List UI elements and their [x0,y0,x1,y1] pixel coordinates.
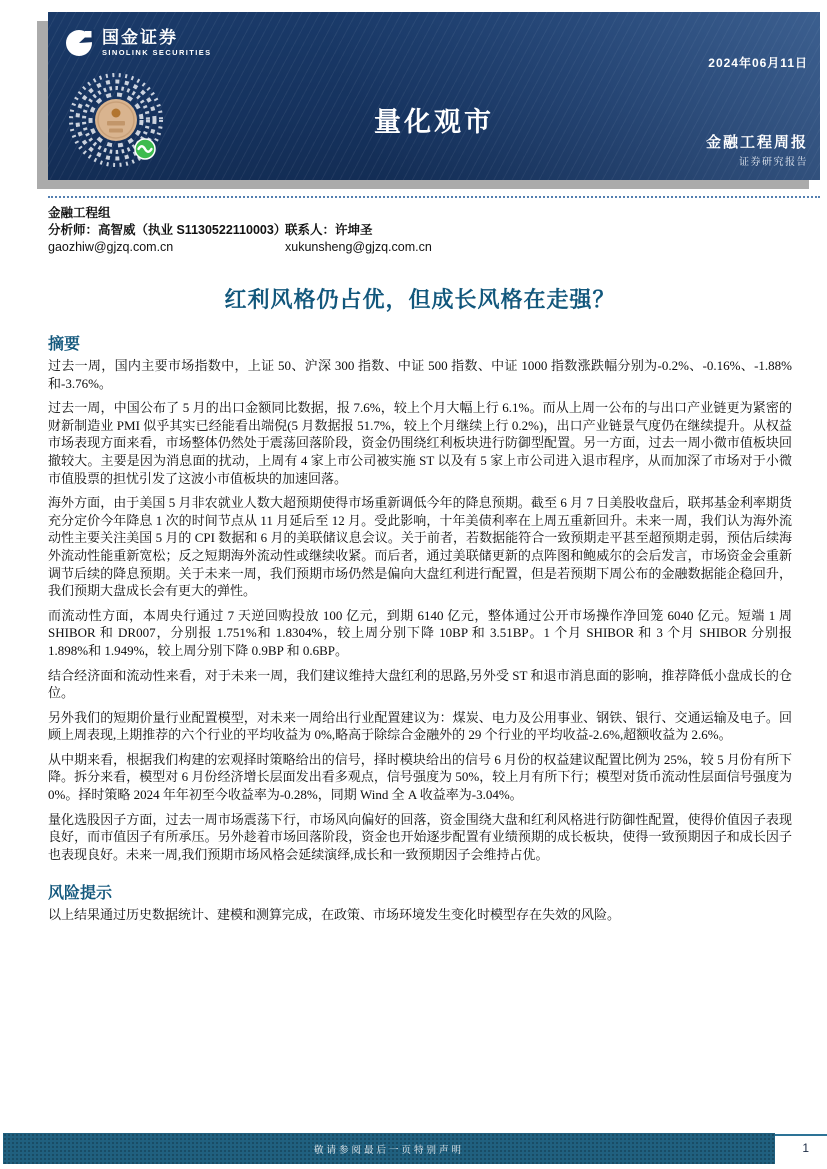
page-number-accent-line [775,1134,827,1136]
report-date: 2024年06月11日 [708,56,808,70]
brand-text [102,29,212,57]
contact-name: 联系人：许坤圣 [285,223,373,237]
analyst-name: 分析师：高智威（执业 S1130522110003） [48,223,287,237]
risk-paragraph: 以上结果通过历史数据统计、建模和测算完成，在政策、市场环境发生变化时模型存在失效的风险。 [48,907,621,923]
sinolink-logo-icon [64,28,94,58]
qr-code [66,70,166,170]
report-series-title: 量化观市 [374,107,494,137]
brand-name-cn: 国金证券 [102,28,178,48]
footer-disclaimer: 敬请参阅最后一页特别声明 [313,1145,464,1156]
summary-paragraph: 而流动性方面，本周央行通过 7 天逆回购投放 100 亿元，到期 6140 亿元，整体通过公开市场操作净回笼 6040 亿元。短端 1 周 SHIBOR 和 DR007，分别报 1.751%和 1.8304%，较上周分别下降 10BP 和 3.51BP。1 个月 SHIBOR 和 3 个月 SHIBOR 分别报 1.898%和 1.949%，较上周分别下降 0.9BP 和 0.6BP。 [48,607,792,658]
page-number: 1 [802,1141,809,1155]
summary-paragraph: 从中期来看，根据我们构建的宏观择时策略给出的信号，择时模块给出的信号 6 月份的权益建议配置比例为 25%，较 5 月份有所下降。拆分来看，模型对 6 月份经济增长层面发出看多观点，信号强度为 50%，较上月有所下行；模型对货币流动性层面信号强度为 0%。择时策略 2024 年年初至今收益率为-0.28%，同期 Wind 全 A 收益率为-3.04%。 [48,751,792,803]
document-title: 红利风格仍占优，但成长风格在走强？ [224,287,616,312]
page-number-zone [775,1133,827,1164]
report-category-label: 证券研究报告 [739,157,808,168]
report-header-banner [48,12,820,180]
contact-email: xukunsheng@gjzq.com.cn [285,240,432,254]
summary-paragraph: 另外我们的短期价量行业配置模型，对未来一周给出行业配置建议为：煤炭、电力及公用事业、钢铁、银行、交通运输及电子。回顾上周表现,上期推荐的六个行业的平均收益为 0%,略高于除综合金融外的 29 个行业的平均收益-2.6%,超额收益为 2.6%。 [48,709,792,743]
summary-paragraph: 海外方面，由于美国 5 月非农就业人数大超预期使得市场重新调低今年的降息预期。截至 6 月 7 日美股收盘后，联邦基金利率期货充分定价今年降息 1 次的时间节点从 11 月延后至 12 月。受此影响，十年美债利率在上周五重新回升。未来一周，我们认为海外流动性主要关注美国 5 月的 CPI 数据和 6 月的美联储议息会议。关于前者，若数据能符合一致预期走平甚至超预期走弱，预估后续海外流动性能重新宽松；反之短期海外流动性或继续收紧。而后者，通过美联储更新的点阵图和鲍威尔的会后发言，市场资金会重新调节后续的降息预期。关于未来一周，我们预期市场仍然是偏向大盘红利进行配置，但是若预期下周公布的金融数据能企稳回升，我们预期大盘成长会有更大的弹性。 [48,495,792,599]
qr-center-emblem [112,109,121,118]
analyst-email: gaozhiw@gjzq.com.cn [48,240,174,254]
summary-paragraph: 过去一周，国内主要市场指数中，上证 50、沪深 300 指数、中证 500 指数、中证 1000 指数涨跌幅分别为-0.2%、-0.16%、-1.88%和-3.76%。 [48,358,792,391]
risk-heading: 风险提示 [48,885,113,903]
report-type-label: 金融工程周报 [705,134,808,151]
footer-band [3,1133,775,1164]
page-content [48,205,792,931]
wechat-icon [135,139,155,159]
header-separator [48,196,820,198]
email-row [48,239,792,256]
summary-paragraph: 结合经济面和流动性来看，对于未来一周，我们建议维持大盘红利的思路,另外受 ST 和退市消息面的影响，推荐降低小盘成长的仓位。 [48,667,792,701]
summary-paragraph: 过去一周，中国公布了 5 月的出口金额同比数据，报 7.6%，较上个月大幅上行 6.1%。而从上周一公布的与出口产业链更为紧密的财新制造业 PMI 似乎其实已经能看出端倪(5 月数据报 51.7%，较上个月继续上行 0.2%)，出口产业链景气度仍在继续提升。从权益市场表现方面来看，市场整体仍然处于震荡回落阶段，资金仍围绕红利板块进行防御型配置。另一方面，过去一周小微市值板块回撤较大。主要是因为消息面的扰动，上周有 4 家上市公司被实施 ST 以及有 5 家上市公司进入退市程序，从而加深了市场对于小微市值股票的担忧引发了这波小市值板块的加速回落。 [48,400,792,486]
team-name: 金融工程组 [48,206,111,220]
brand-logo [64,28,212,58]
summary-paragraph: 量化选股因子方面，过去一周市场震荡下行，市场风向偏好的回落，资金围绕大盘和红利风格进行防御性配置，使得价值因子表现良好，而市值因子有所承压。另外趁着市场回落阶段，资金也开始逐步配置有业绩预期的成长板块，使得一致预期因子和成长因子也表现良好。未来一周,我们预期市场风格会延续演绎,成长和一致预期因子会维持占优。 [48,811,792,862]
summary-heading: 摘要 [48,336,81,353]
analyst-row [48,222,792,239]
brand-name-en: SINOLINK SECURITIES [102,47,212,57]
